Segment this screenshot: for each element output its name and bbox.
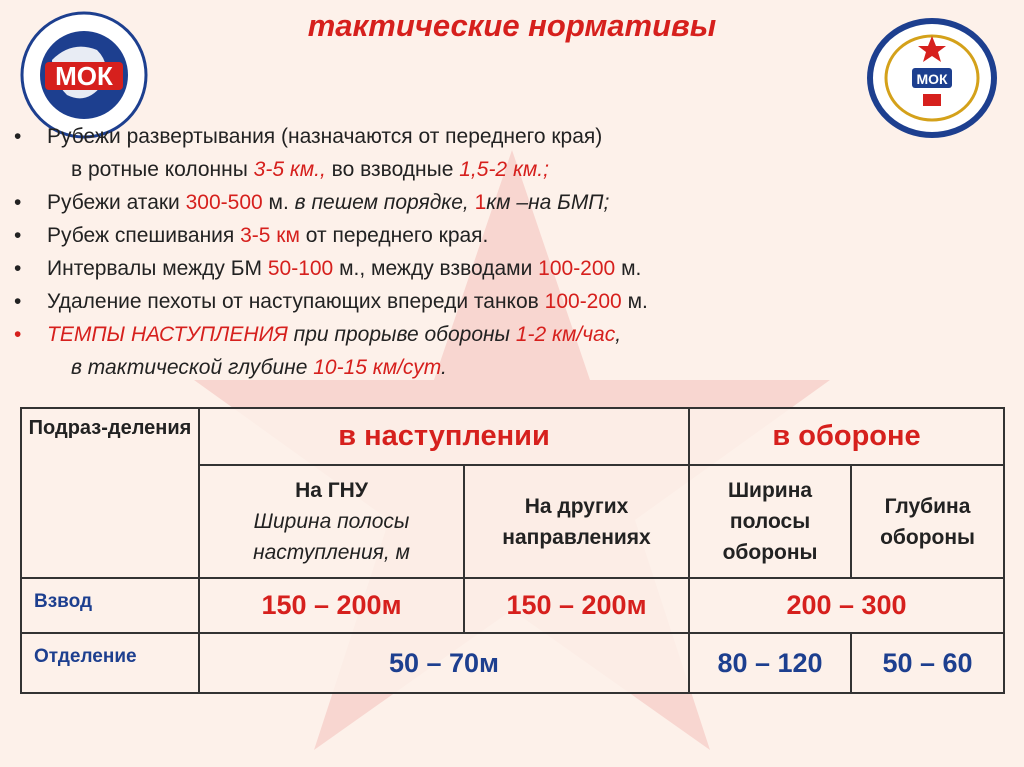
bullet-text: .: [440, 356, 447, 379]
attack-header: в наступлении: [199, 408, 689, 465]
bullet-value: 100-200: [538, 257, 616, 280]
bullet-text: м.: [615, 257, 642, 280]
bullet-continuation: [47, 351, 974, 384]
bullet-value: 3-5 км.,: [253, 158, 326, 181]
bullet-value: 300-500: [185, 191, 263, 214]
bullet-text: в тактической глубине: [71, 356, 314, 379]
table-row: [21, 633, 1004, 693]
defense-width-header: Ширина полосы обороны: [689, 465, 851, 578]
cell-value: 150 – 200м: [464, 578, 689, 633]
gnu-title: На ГНУ: [295, 479, 368, 502]
bullet-text: Рубежи развертывания (назначаются от переднего края): [47, 125, 603, 148]
bullet-text: при прорыве обороны: [287, 323, 516, 346]
cell-value: 80 – 120: [689, 633, 851, 693]
other-directions-header: На других направлениях: [464, 465, 689, 578]
row-name: Отделение: [21, 633, 199, 693]
list-item: [14, 219, 974, 252]
norms-table: [20, 407, 1005, 694]
bullet-value: 50-100: [267, 257, 334, 280]
bullet-text: от переднего края.: [299, 224, 489, 247]
cell-value: 200 – 300: [689, 578, 1004, 633]
list-item: [14, 285, 974, 318]
norms-bullet-list: [14, 120, 974, 384]
bullet-text: Интервалы между БМ: [47, 257, 268, 280]
unit-header: Подраз-деления: [21, 408, 199, 578]
bullet-value: 10-15 км/сут: [313, 356, 441, 379]
bullet-text: в ротные колонны: [71, 158, 254, 181]
mok-logo-text: МОК: [55, 61, 113, 91]
gnu-header: [199, 465, 464, 578]
bullet-value: 100-200: [544, 290, 622, 313]
bullet-continuation: [47, 153, 974, 186]
bullet-text: м.: [262, 191, 295, 214]
page-title: тактические нормативы: [307, 8, 717, 43]
defense-header: в обороне: [689, 408, 1004, 465]
table-row: [21, 578, 1004, 633]
row-name: Взвод: [21, 578, 199, 633]
bullet-text: Рубежи атаки: [47, 191, 186, 214]
bullet-value: 1,5-2 км.;: [459, 158, 549, 181]
bullet-text: м., между взводами: [333, 257, 539, 280]
list-item: [14, 186, 974, 219]
bullet-dot: •: [14, 257, 22, 280]
bullet-text: км –на БМП;: [486, 191, 610, 214]
list-item: [14, 318, 974, 384]
bullet-value: 1-2 км/час: [515, 323, 616, 346]
gnu-subtitle: Ширина полосы наступления, м: [253, 510, 410, 564]
bullet-dot: •: [14, 290, 22, 313]
bullet-dot: •: [14, 191, 22, 214]
defense-depth-header: Глубина обороны: [851, 465, 1004, 578]
bullet-value: 1: [474, 191, 487, 214]
bullet-text: Рубеж спешивания: [47, 224, 241, 247]
bullet-dot: •: [14, 125, 22, 148]
list-item: [14, 120, 974, 186]
list-item: [14, 252, 974, 285]
cell-value: 50 – 60: [851, 633, 1004, 693]
bullet-value: 3-5 км: [240, 224, 300, 247]
bullet-text: м.: [621, 290, 648, 313]
bullet-text: во взводные: [325, 158, 460, 181]
bullet-value: ТЕМПЫ НАСТУПЛЕНИЯ: [47, 323, 288, 346]
right-logo-center-text: МОК: [916, 71, 948, 87]
bullet-text: Удаление пехоты от наступающих впереди танков: [47, 290, 545, 313]
bullet-dot: •: [14, 224, 22, 247]
bullet-dot: •: [14, 323, 22, 346]
cell-value: 50 – 70м: [199, 633, 689, 693]
cell-value: 150 – 200м: [199, 578, 464, 633]
bullet-text: ,: [615, 323, 622, 346]
bullet-text: в пешем порядке,: [294, 191, 475, 214]
